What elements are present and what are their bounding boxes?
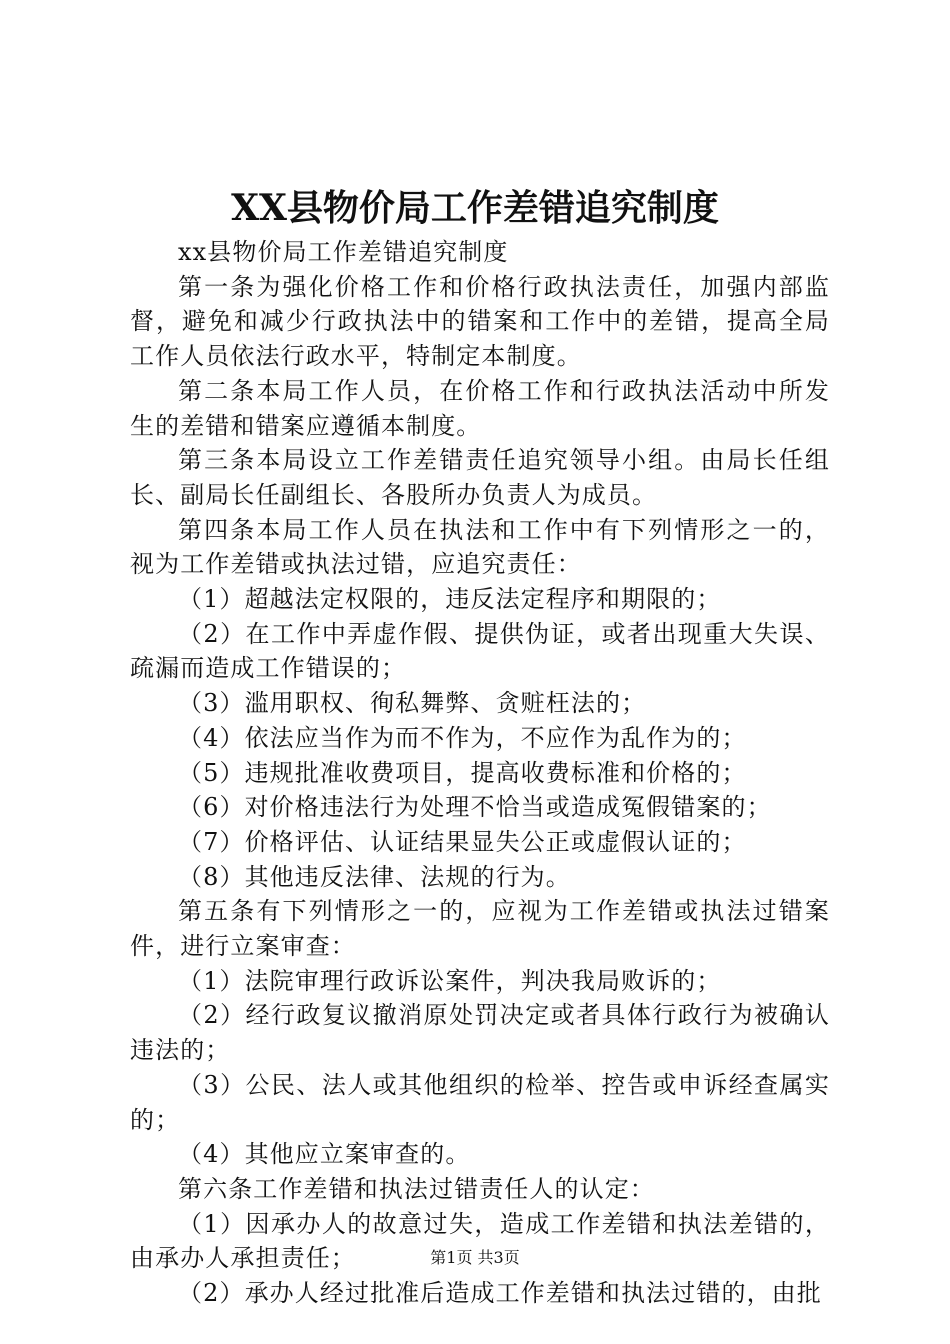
doc-paragraph: （1）超越法定权限的，违反法定程序和期限的；: [178, 585, 722, 614]
document-body: [130, 235, 830, 1311]
doc-paragraph: （1）因承办人的故意过失，造成工作差错和执法差错的，由承办人承担责任；: [130, 1209, 830, 1273]
doc-paragraph: 第一条为强化价格工作和价格行政执法责任，加强内部监督，避免和减少行政执法中的错案和工作中的差错，提高全局工作人员依法行政水平，特制定本制度。: [130, 272, 830, 371]
doc-paragraph: 第三条本局设立工作差错责任追究领导小组。由局长任组长、副局长任副组长、各股所办负责人为成员。: [130, 446, 830, 509]
doc-paragraph: （8）其他违反法律、法规的行为。: [178, 862, 571, 891]
doc-paragraph: （2）经行政复议撤消原处罚决定或者具体行政行为被确认违法的；: [130, 1001, 830, 1065]
doc-paragraph: 第五条有下列情形之一的，应视为工作差错或执法过错案件，进行立案审查：: [130, 897, 830, 961]
doc-paragraph: （4）其他应立案审查的。: [178, 1140, 471, 1169]
doc-paragraph: （7）价格评估、认证结果显失公正或虚假认证的；: [178, 827, 747, 856]
doc-paragraph: （4）依法应当作为而不作为，不应作为乱作为的；: [178, 723, 747, 752]
doc-paragraph: （2）承办人经过批准后造成工作差错和执法过错的，由批: [178, 1279, 822, 1308]
doc-paragraph: （3）公民、法人或其他组织的检举、控告或申诉经查属实的；: [130, 1070, 830, 1134]
doc-paragraph: （6）对价格违法行为处理不恰当或造成冤假错案的；: [178, 793, 772, 822]
doc-paragraph: 第六条工作差错和执法过错责任人的认定：: [178, 1174, 655, 1203]
document-title: XX县物价局工作差错追究制度: [231, 187, 719, 229]
doc-paragraph: 第四条本局工作人员在执法和工作中有下列情形之一的，视为工作差错或执法过错，应追究责任：: [130, 515, 830, 579]
doc-paragraph: （1）法院审理行政诉讼案件，判决我局败诉的；: [178, 966, 722, 995]
doc-paragraph: （5）违规批准收费项目，提高收费标准和价格的；: [178, 758, 747, 787]
doc-paragraph: xx县物价局工作差错追究制度: [178, 238, 509, 266]
doc-paragraph: 第二条本局工作人员，在价格工作和行政执法活动中所发生的差错和错案应遵循本制度。: [130, 376, 830, 440]
doc-paragraph: （3）滥用职权、徇私舞弊、贪赃枉法的；: [178, 689, 647, 718]
doc-paragraph: （2）在工作中弄虚作假、提供伪证，或者出现重大失误、疏漏而造成工作错误的；: [130, 619, 830, 683]
page-number: 第1页 共3页: [430, 1248, 520, 1267]
